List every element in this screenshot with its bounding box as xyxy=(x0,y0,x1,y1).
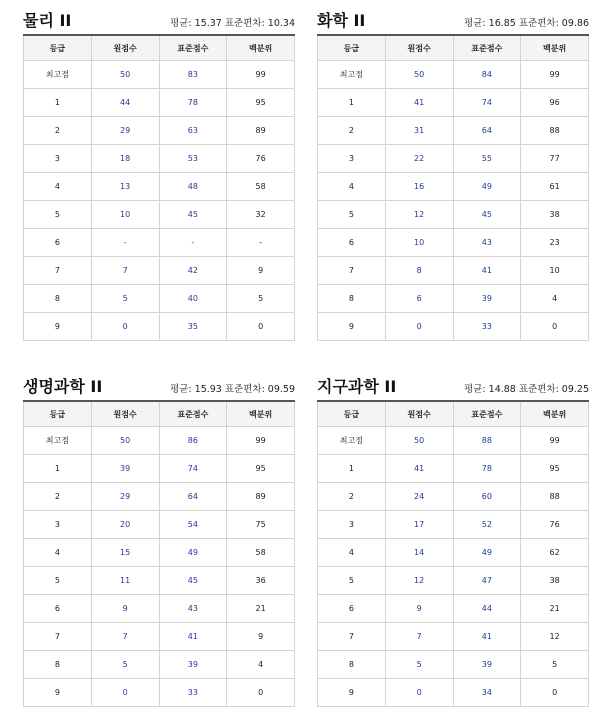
grade-header: 등급 xyxy=(24,401,92,427)
standard-score-cell: 64 xyxy=(159,483,227,511)
percentile-cell: 5 xyxy=(227,285,295,313)
standard-score-cell: 41 xyxy=(453,623,521,651)
grade-cell: 2 xyxy=(318,483,386,511)
raw-score-cell: 12 xyxy=(385,567,453,595)
raw-score-header: 원점수 xyxy=(91,35,159,61)
grade-cell: 3 xyxy=(24,511,92,539)
raw-score-header: 원점수 xyxy=(91,401,159,427)
table-row xyxy=(318,679,589,707)
raw-score-cell: 7 xyxy=(385,623,453,651)
standard-score-cell: - xyxy=(159,229,227,257)
raw-score-cell: 50 xyxy=(385,427,453,455)
percentile-cell: 62 xyxy=(521,539,589,567)
raw-score-cell: 39 xyxy=(91,455,159,483)
grade-cell: 최고점 xyxy=(318,61,386,89)
percentile-cell: 95 xyxy=(227,455,295,483)
standard-score-cell: 42 xyxy=(159,257,227,285)
standard-score-cell: 54 xyxy=(159,511,227,539)
raw-score-cell: 20 xyxy=(91,511,159,539)
raw-score-cell: 18 xyxy=(91,145,159,173)
percentile-cell: 5 xyxy=(521,651,589,679)
standard-score-cell: 60 xyxy=(453,483,521,511)
raw-score-cell: 31 xyxy=(385,117,453,145)
percentile-cell: 95 xyxy=(227,89,295,117)
grade-cell: 6 xyxy=(318,595,386,623)
percentile-cell: 99 xyxy=(227,61,295,89)
raw-score-cell: 9 xyxy=(91,595,159,623)
percentile-cell: 77 xyxy=(521,145,589,173)
percentile-cell: 21 xyxy=(227,595,295,623)
grade-cell: 3 xyxy=(24,145,92,173)
raw-score-cell: 0 xyxy=(91,679,159,707)
percentile-cell: 99 xyxy=(227,427,295,455)
raw-score-cell: 13 xyxy=(91,173,159,201)
raw-score-cell: - xyxy=(91,229,159,257)
standard-score-cell: 53 xyxy=(159,145,227,173)
raw-score-cell: 5 xyxy=(91,285,159,313)
subject-header xyxy=(23,6,295,34)
percentile-cell: 9 xyxy=(227,257,295,285)
table-row xyxy=(318,313,589,341)
percentile-cell: 75 xyxy=(227,511,295,539)
grade-cell: 최고점 xyxy=(24,61,92,89)
standard-score-cell: 88 xyxy=(453,427,521,455)
percentile-cell: 0 xyxy=(227,313,295,341)
grade-cell: 7 xyxy=(318,623,386,651)
percentile-cell: 32 xyxy=(227,201,295,229)
percentile-cell: 76 xyxy=(521,511,589,539)
subject-header xyxy=(317,372,589,400)
standard-score-cell: 74 xyxy=(453,89,521,117)
raw-score-cell: 10 xyxy=(91,201,159,229)
grade-cell: 4 xyxy=(318,173,386,201)
raw-score-cell: 0 xyxy=(385,313,453,341)
grade-cell: 1 xyxy=(318,89,386,117)
grade-cell: 6 xyxy=(24,595,92,623)
table-row xyxy=(24,117,295,145)
grade-cell: 1 xyxy=(318,455,386,483)
grade-cell: 4 xyxy=(318,539,386,567)
raw-score-cell: 17 xyxy=(385,511,453,539)
percentile-header: 백분위 xyxy=(227,35,295,61)
grade-cell: 1 xyxy=(24,455,92,483)
table-row xyxy=(318,623,589,651)
grade-table xyxy=(317,34,589,341)
percentile-cell: 95 xyxy=(521,455,589,483)
raw-score-cell: 9 xyxy=(385,595,453,623)
grade-cell: 8 xyxy=(24,285,92,313)
raw-score-cell: 44 xyxy=(91,89,159,117)
percentile-cell: - xyxy=(227,229,295,257)
subject-title: 생명과학 II xyxy=(23,377,103,396)
percentile-cell: 21 xyxy=(521,595,589,623)
grade-cell: 3 xyxy=(318,511,386,539)
grade-cell: 5 xyxy=(318,567,386,595)
table-row xyxy=(318,539,589,567)
raw-score-cell: 41 xyxy=(385,455,453,483)
subject-stats: 평균: 15.93 표준편차: 09.59 xyxy=(170,384,295,395)
raw-score-cell: 7 xyxy=(91,257,159,285)
grade-cell: 2 xyxy=(318,117,386,145)
grade-cell: 최고점 xyxy=(318,427,386,455)
raw-score-header: 원점수 xyxy=(385,401,453,427)
standard-score-header: 표준점수 xyxy=(453,35,521,61)
table-row xyxy=(24,427,295,455)
raw-score-cell: 41 xyxy=(385,89,453,117)
standard-score-cell: 48 xyxy=(159,173,227,201)
table-header-row xyxy=(24,401,295,427)
table-row xyxy=(318,145,589,173)
standard-score-cell: 45 xyxy=(453,201,521,229)
table-row xyxy=(24,651,295,679)
table-row xyxy=(318,61,589,89)
grade-cell: 8 xyxy=(24,651,92,679)
grade-cell: 9 xyxy=(318,679,386,707)
grade-cell: 4 xyxy=(24,539,92,567)
grade-cell: 최고점 xyxy=(24,427,92,455)
table-row xyxy=(24,455,295,483)
percentile-cell: 38 xyxy=(521,201,589,229)
percentile-cell: 36 xyxy=(227,567,295,595)
table-row xyxy=(318,117,589,145)
percentile-header: 백분위 xyxy=(521,35,589,61)
raw-score-cell: 24 xyxy=(385,483,453,511)
percentile-cell: 89 xyxy=(227,117,295,145)
standard-score-cell: 45 xyxy=(159,201,227,229)
raw-score-header: 원점수 xyxy=(385,35,453,61)
table-row xyxy=(24,539,295,567)
table-row xyxy=(318,427,589,455)
table-row xyxy=(318,89,589,117)
percentile-cell: 12 xyxy=(521,623,589,651)
table-row xyxy=(24,145,295,173)
percentile-cell: 4 xyxy=(521,285,589,313)
standard-score-cell: 43 xyxy=(453,229,521,257)
table-row xyxy=(24,285,295,313)
grade-cell: 7 xyxy=(24,623,92,651)
table-header-row xyxy=(318,401,589,427)
grade-cell: 5 xyxy=(24,201,92,229)
percentile-cell: 88 xyxy=(521,117,589,145)
table-row xyxy=(318,173,589,201)
table-row xyxy=(318,257,589,285)
standard-score-cell: 49 xyxy=(159,539,227,567)
table-row xyxy=(24,567,295,595)
raw-score-cell: 50 xyxy=(385,61,453,89)
subject-title: 물리 II xyxy=(23,11,72,30)
percentile-cell: 88 xyxy=(521,483,589,511)
standard-score-header: 표준점수 xyxy=(453,401,521,427)
standard-score-cell: 41 xyxy=(453,257,521,285)
standard-score-cell: 49 xyxy=(453,173,521,201)
raw-score-cell: 10 xyxy=(385,229,453,257)
table-row xyxy=(24,483,295,511)
standard-score-cell: 43 xyxy=(159,595,227,623)
subject-header xyxy=(317,6,589,34)
percentile-cell: 58 xyxy=(227,539,295,567)
table-row xyxy=(318,483,589,511)
grade-cell: 9 xyxy=(318,313,386,341)
grade-cell: 1 xyxy=(24,89,92,117)
standard-score-cell: 33 xyxy=(159,679,227,707)
percentile-cell: 38 xyxy=(521,567,589,595)
raw-score-cell: 29 xyxy=(91,117,159,145)
percentile-cell: 99 xyxy=(521,61,589,89)
standard-score-cell: 41 xyxy=(159,623,227,651)
raw-score-cell: 11 xyxy=(91,567,159,595)
grade-cell: 8 xyxy=(318,285,386,313)
table-header-row xyxy=(24,35,295,61)
grade-cell: 6 xyxy=(24,229,92,257)
standard-score-cell: 78 xyxy=(453,455,521,483)
percentile-cell: 4 xyxy=(227,651,295,679)
standard-score-cell: 49 xyxy=(453,539,521,567)
standard-score-cell: 47 xyxy=(453,567,521,595)
raw-score-cell: 6 xyxy=(385,285,453,313)
raw-score-cell: 15 xyxy=(91,539,159,567)
grade-table xyxy=(23,34,295,341)
percentile-cell: 0 xyxy=(227,679,295,707)
grade-header: 등급 xyxy=(318,401,386,427)
subject-panel xyxy=(317,6,589,341)
standard-score-cell: 78 xyxy=(159,89,227,117)
table-row xyxy=(24,313,295,341)
percentile-cell: 96 xyxy=(521,89,589,117)
table-row xyxy=(24,201,295,229)
raw-score-cell: 14 xyxy=(385,539,453,567)
standard-score-cell: 55 xyxy=(453,145,521,173)
table-row xyxy=(318,651,589,679)
grade-table xyxy=(23,400,295,707)
raw-score-cell: 16 xyxy=(385,173,453,201)
standard-score-cell: 64 xyxy=(453,117,521,145)
raw-score-cell: 22 xyxy=(385,145,453,173)
grade-cell: 4 xyxy=(24,173,92,201)
standard-score-cell: 74 xyxy=(159,455,227,483)
raw-score-cell: 50 xyxy=(91,427,159,455)
subject-stats: 평균: 16.85 표준편차: 09.86 xyxy=(464,18,589,29)
grade-header: 등급 xyxy=(318,35,386,61)
subject-panel xyxy=(23,6,295,341)
standard-score-cell: 39 xyxy=(159,651,227,679)
standard-score-cell: 35 xyxy=(159,313,227,341)
grade-cell: 9 xyxy=(24,313,92,341)
grade-cell: 7 xyxy=(318,257,386,285)
grade-cell: 6 xyxy=(318,229,386,257)
table-row xyxy=(318,595,589,623)
raw-score-cell: 12 xyxy=(385,201,453,229)
standard-score-cell: 83 xyxy=(159,61,227,89)
standard-score-cell: 39 xyxy=(453,651,521,679)
subject-title: 화학 II xyxy=(317,11,366,30)
raw-score-cell: 0 xyxy=(385,679,453,707)
raw-score-cell: 0 xyxy=(91,313,159,341)
grade-table xyxy=(317,400,589,707)
grade-cell: 5 xyxy=(318,201,386,229)
percentile-cell: 23 xyxy=(521,229,589,257)
percentile-cell: 9 xyxy=(227,623,295,651)
standard-score-cell: 40 xyxy=(159,285,227,313)
percentile-cell: 61 xyxy=(521,173,589,201)
table-header-row xyxy=(318,35,589,61)
grade-cell: 9 xyxy=(24,679,92,707)
table-row xyxy=(318,455,589,483)
table-row xyxy=(318,567,589,595)
percentile-cell: 58 xyxy=(227,173,295,201)
grade-cell: 2 xyxy=(24,483,92,511)
percentile-cell: 0 xyxy=(521,313,589,341)
standard-score-cell: 39 xyxy=(453,285,521,313)
percentile-cell: 10 xyxy=(521,257,589,285)
grade-cell: 2 xyxy=(24,117,92,145)
percentile-cell: 76 xyxy=(227,145,295,173)
raw-score-cell: 50 xyxy=(91,61,159,89)
percentile-header: 백분위 xyxy=(521,401,589,427)
raw-score-cell: 5 xyxy=(385,651,453,679)
standard-score-cell: 34 xyxy=(453,679,521,707)
table-row xyxy=(318,285,589,313)
table-row xyxy=(318,201,589,229)
table-row xyxy=(24,61,295,89)
standard-score-cell: 44 xyxy=(453,595,521,623)
grade-cell: 3 xyxy=(318,145,386,173)
raw-score-cell: 29 xyxy=(91,483,159,511)
subject-panel xyxy=(23,372,295,707)
subject-stats: 평균: 15.37 표준편차: 10.34 xyxy=(170,18,295,29)
standard-score-cell: 45 xyxy=(159,567,227,595)
table-row xyxy=(318,229,589,257)
percentile-cell: 99 xyxy=(521,427,589,455)
standard-score-header: 표준점수 xyxy=(159,35,227,61)
standard-score-cell: 63 xyxy=(159,117,227,145)
raw-score-cell: 5 xyxy=(91,651,159,679)
table-row xyxy=(318,511,589,539)
standard-score-cell: 86 xyxy=(159,427,227,455)
subject-panel xyxy=(317,372,589,707)
percentile-header: 백분위 xyxy=(227,401,295,427)
table-row xyxy=(24,679,295,707)
table-row xyxy=(24,229,295,257)
table-row xyxy=(24,89,295,117)
grade-header: 등급 xyxy=(24,35,92,61)
subject-title: 지구과학 II xyxy=(317,377,397,396)
percentile-cell: 0 xyxy=(521,679,589,707)
raw-score-cell: 8 xyxy=(385,257,453,285)
table-row xyxy=(24,173,295,201)
standard-score-cell: 33 xyxy=(453,313,521,341)
standard-score-header: 표준점수 xyxy=(159,401,227,427)
grade-cell: 7 xyxy=(24,257,92,285)
percentile-cell: 89 xyxy=(227,483,295,511)
table-row xyxy=(24,595,295,623)
table-row xyxy=(24,623,295,651)
standard-score-cell: 84 xyxy=(453,61,521,89)
table-row xyxy=(24,257,295,285)
subject-stats: 평균: 14.88 표준편차: 09.25 xyxy=(464,384,589,395)
grade-cell: 8 xyxy=(318,651,386,679)
subject-header xyxy=(23,372,295,400)
table-row xyxy=(24,511,295,539)
raw-score-cell: 7 xyxy=(91,623,159,651)
grade-cell: 5 xyxy=(24,567,92,595)
standard-score-cell: 52 xyxy=(453,511,521,539)
